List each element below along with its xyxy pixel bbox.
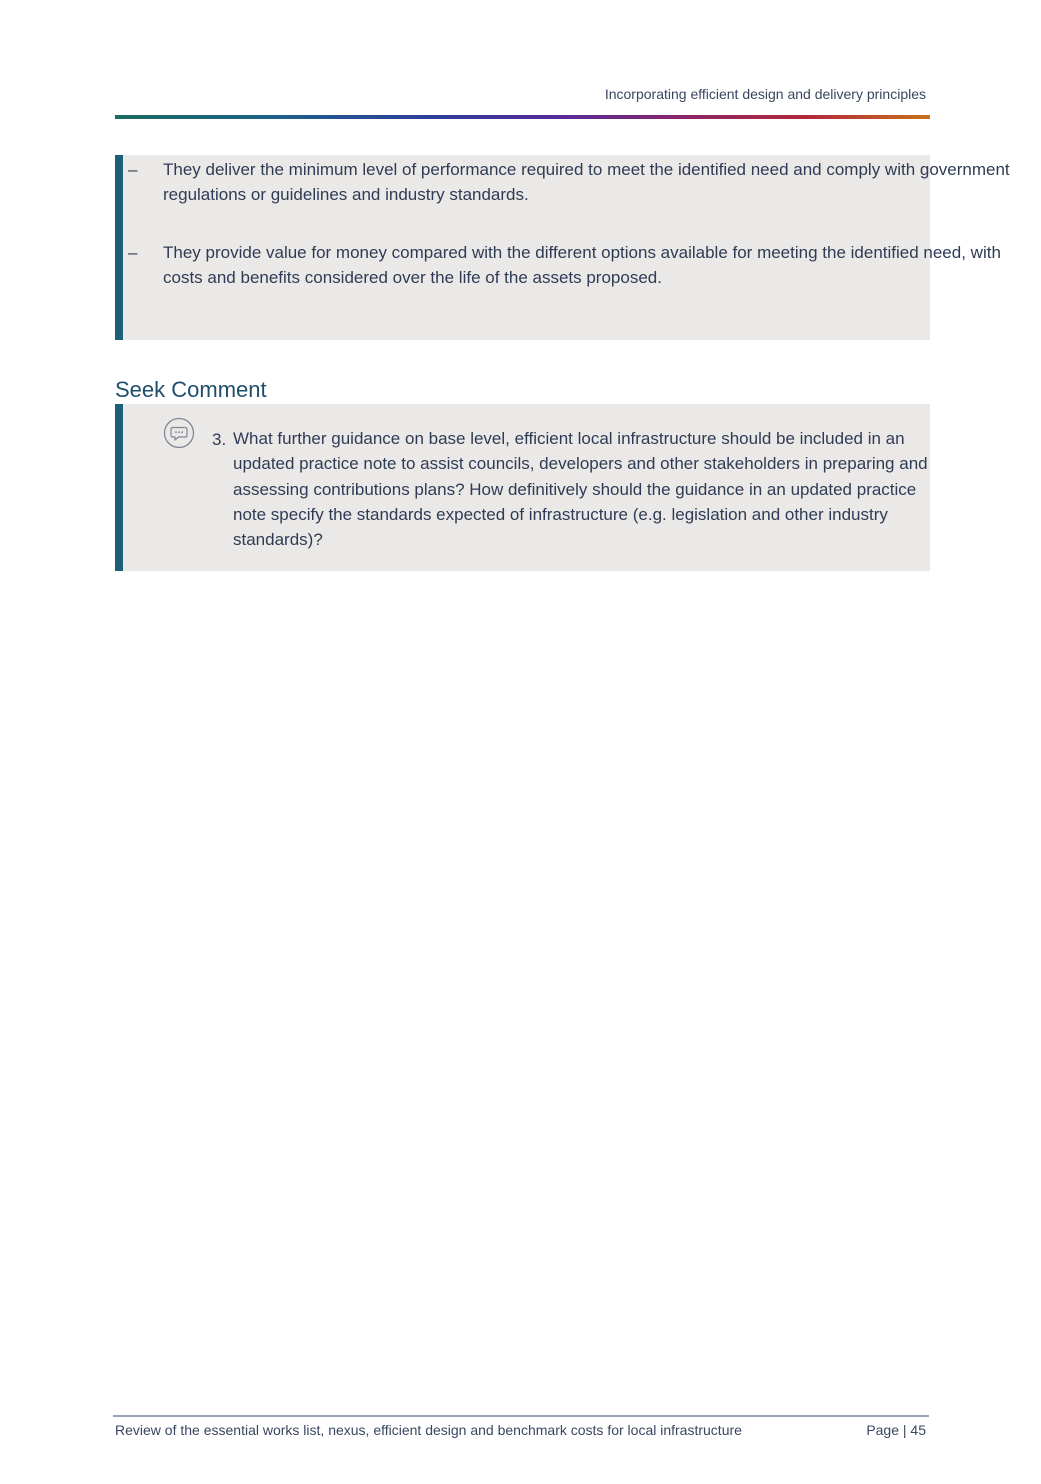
footer-page-number: Page | 45 [866,1422,926,1438]
speech-bubble-icon [163,417,195,449]
criteria-item-text: They provide value for money compared with the different options available for meeting the identified need, with costs and benefits considered over the life of the assets proposed. [163,243,1001,287]
seek-comment-heading: Seek Comment [115,377,267,402]
dash-marker: – [128,243,138,262]
question-number: 3. [212,430,227,449]
criteria-list-item [128,157,1027,207]
criteria-item-text: They deliver the minimum level of performance required to meet the identified need and comply with government regulations or guidelines and industry standards. [163,160,1010,204]
question-text: What further guidance on base level, efficient local infrastructure should be included in an updated practice note to assist councils, developers and other stakeholders in preparing and assessing contributions plans? How definitively should the guidance in an updated practice note specify the standards expected of infrastructure (e.g. legislation and other industry standards)? [233,429,928,550]
footer-rule [113,1415,929,1417]
footer-document-title: Review of the essential works list, nexus, efficient design and benchmark costs for local infrastructure [115,1422,742,1438]
dash-marker: – [128,160,138,179]
header-title: Incorporating efficient design and delivery principles [604,86,926,102]
header-gradient-rule [115,115,930,119]
criteria-list-item [128,240,1027,290]
